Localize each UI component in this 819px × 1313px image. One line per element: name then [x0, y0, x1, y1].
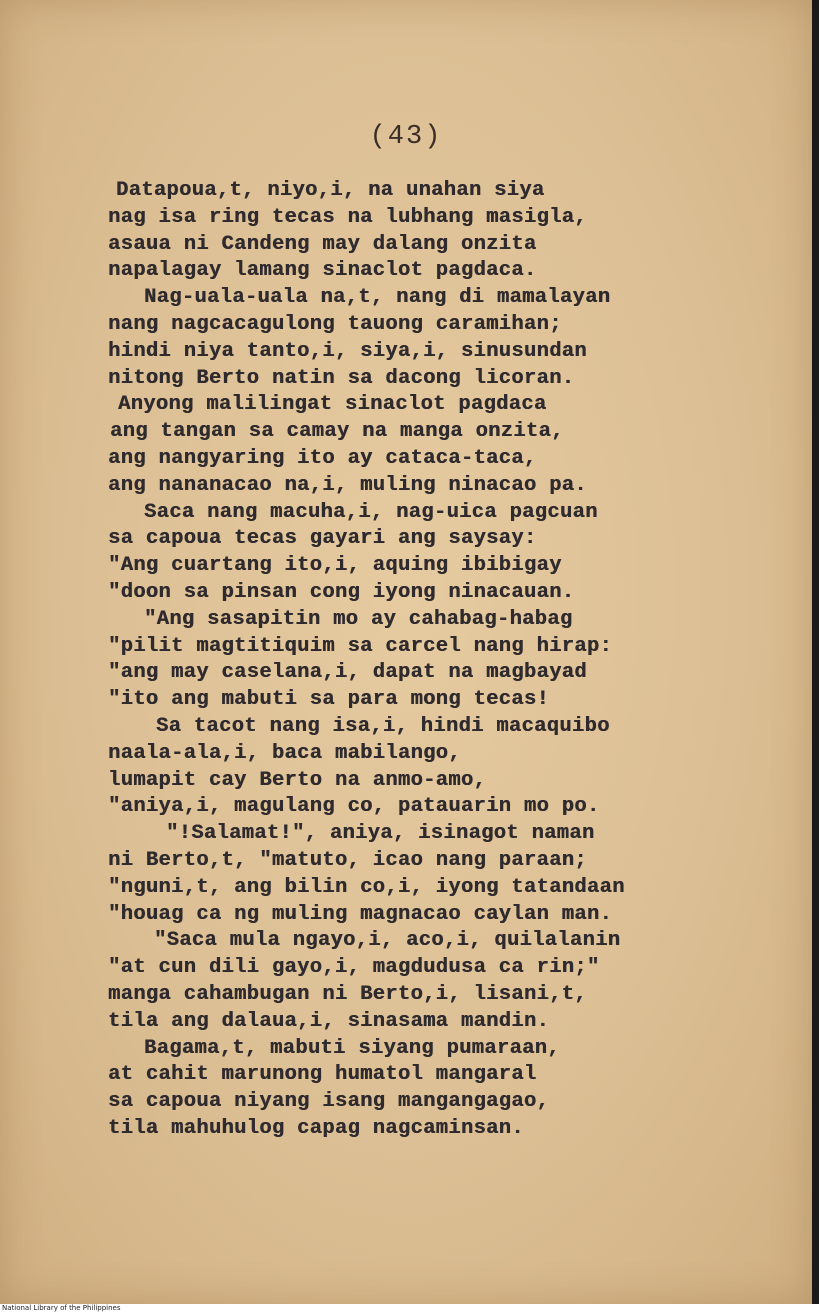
poem-line: "doon sa pinsan cong iyong ninacauan. — [108, 580, 575, 604]
poem-line: "pilit magtitiquim sa carcel nang hirap: — [108, 634, 613, 658]
poem-line: Nag-uala-uala na,t, nang di mamalayan — [144, 286, 611, 310]
poem-line: nag isa ring tecas na lubhang masigla, — [108, 205, 587, 229]
poem-line: ang nangyaring ito ay cataca-taca, — [108, 446, 537, 470]
poem-line: "Saca mula ngayo,i, aco,i, quilalanin — [154, 929, 621, 953]
poem-line: "nguni,t, ang bilin co,i, iyong tatandaan — [108, 875, 625, 899]
poem-line: hindi niya tanto,i, siya,i, sinusundan — [108, 339, 587, 363]
poem-line: "ito ang mabuti sa para mong tecas! — [108, 688, 550, 712]
poem-line: at cahit marunong humatol mangaral — [108, 1063, 537, 1087]
poem-line: Sa tacot nang isa,i, hindi macaquibo — [156, 714, 610, 738]
poem-line: "Ang cuartang ito,i, aquing ibibigay — [108, 554, 562, 578]
poem-text — [108, 178, 768, 1143]
poem-line: Bagama,t, mabuti siyang pumaraan, — [144, 1036, 560, 1060]
poem-line: lumapit cay Berto na anmo-amo, — [108, 768, 487, 792]
poem-line: "at cun dili gayo,i, magdudusa ca rin;" — [108, 956, 600, 980]
poem-line: ni Berto,t, "matuto, icao nang paraan; — [108, 848, 587, 872]
poem-line: "houag ca ng muling magnacao caylan man. — [108, 902, 613, 926]
poem-line: ang nananacao na,i, muling ninacao pa. — [108, 473, 587, 497]
poem-line: sa capoua tecas gayari ang saysay: — [108, 527, 537, 551]
poem-line: "Ang sasapitin mo ay cahabag-habag — [144, 607, 573, 631]
poem-line: napalagay lamang sinaclot pagdaca. — [108, 259, 537, 283]
poem-line: sa capoua niyang isang mangangagao, — [108, 1090, 550, 1114]
poem-line: "aniya,i, magulang co, patauarin mo po. — [108, 795, 600, 819]
poem-line: "!Salamat!", aniya, isinagot naman — [166, 822, 595, 846]
poem-line: asaua ni Candeng may dalang onzita — [108, 232, 537, 256]
poem-line: nang nagcacagulong tauong caramihan; — [108, 312, 562, 336]
poem-line: manga cahambugan ni Berto,i, lisani,t, — [108, 982, 587, 1006]
poem-line: tila ang dalaua,i, sinasama mandin. — [108, 1009, 550, 1033]
poem-line: ang tangan sa camay na manga onzita, — [110, 420, 564, 444]
poem-line: Saca nang macuha,i, nag-uica pagcuan — [144, 500, 598, 524]
page-number: (43) — [369, 122, 443, 152]
poem-line: "ang may caselana,i, dapat na magbayad — [108, 661, 587, 685]
poem-line: naala-ala,i, baca mabilango, — [108, 741, 461, 765]
footer-credit: National Library of the Philippines — [2, 1304, 121, 1312]
poem-line: nitong Berto natin sa dacong licoran. — [108, 366, 575, 390]
scan-edge — [812, 0, 819, 1304]
poem-line: Anyong malilingat sinaclot pagdaca — [118, 393, 547, 417]
poem-line: Datapoua,t, niyo,i, na unahan siya — [116, 179, 545, 202]
poem-line: tila mahuhulog capag nagcaminsan. — [108, 1116, 524, 1140]
